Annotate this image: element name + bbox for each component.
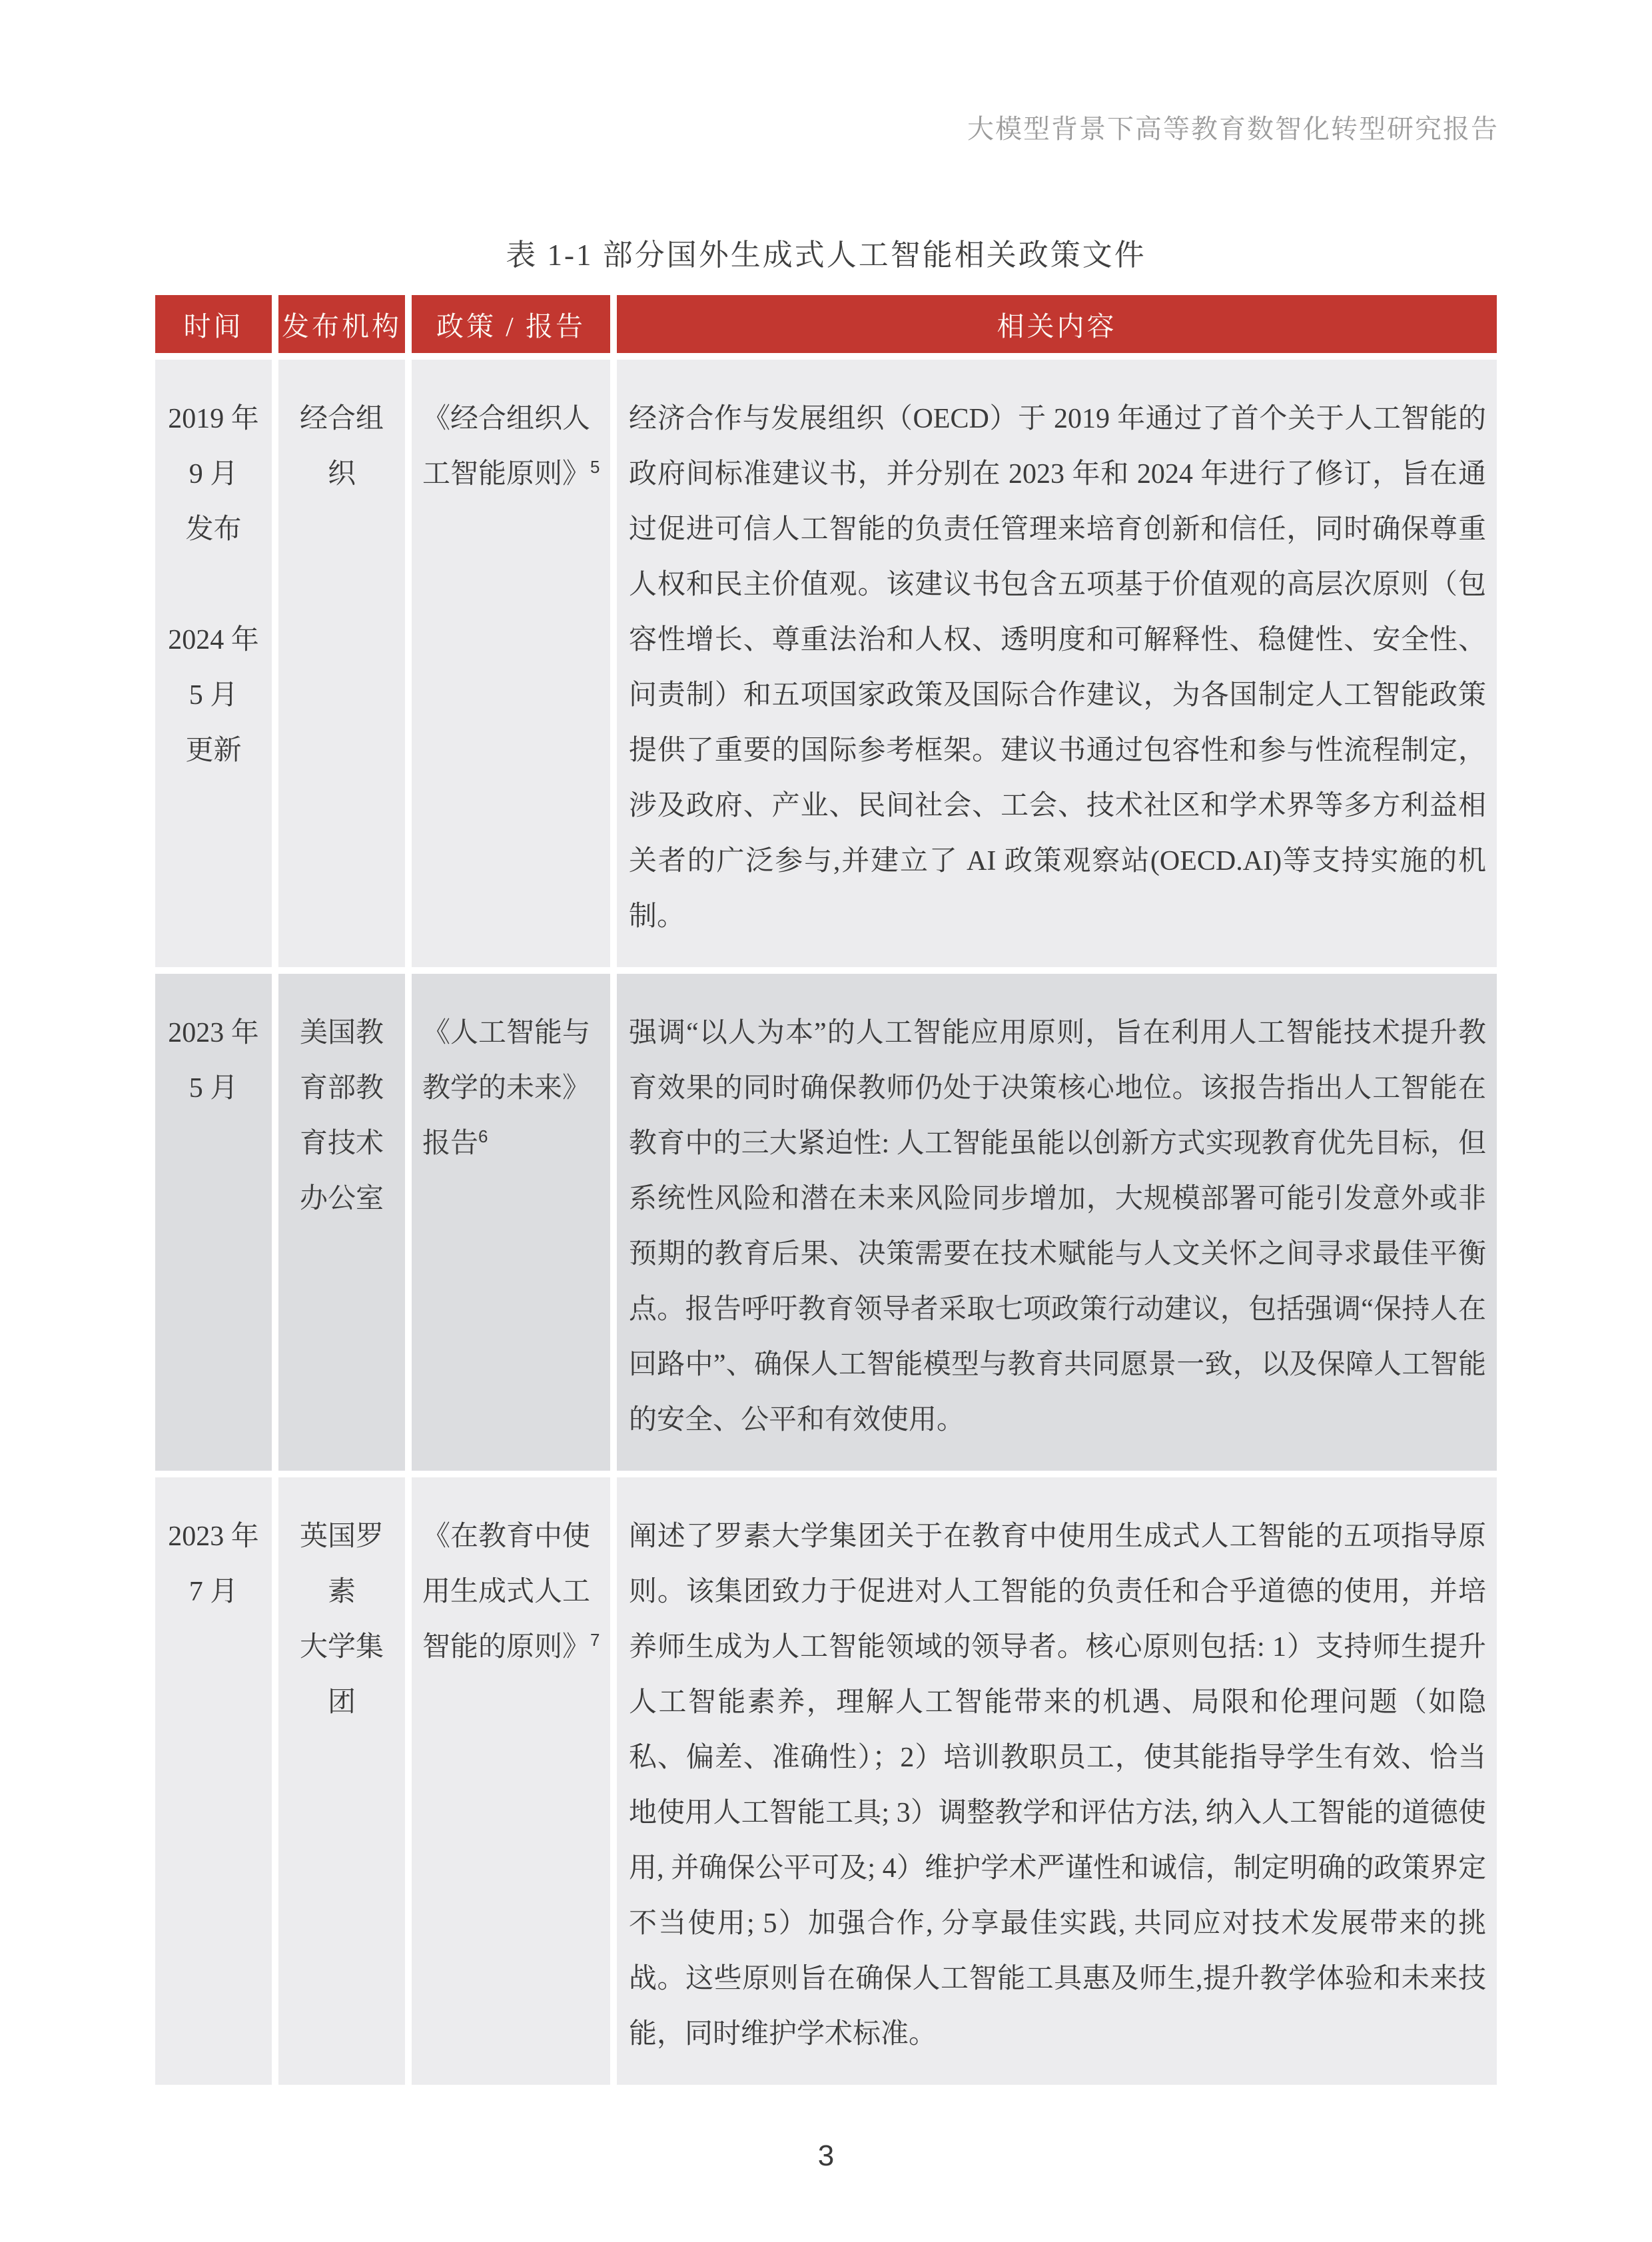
content-text: 阐述了罗素大学集团关于在教育中使用生成式人工智能的五项指导原则。该集团致力于促进对人工智能的负责任和合乎道德的使用，并培养师生成为人工智能领域的领导者。核心原则包括: 1）支持师生提升人工智能素养，理解人工智能带来的机遇、局限和伦理问题（如隐私、偏差、准确性）；2）培训教职员工，使其能指导学生有效、恰当地使用人工智能工具; 3）调整教学和评估方法, 纳入人工智能的道德使用, 并确保公平可及; 4）维护学术严谨性和诚信，制定明确的政策界定不当使用; 5）加强合作, 分享最佳实践, 共同应对技术发展带来的挑战。这些原则旨在确保人工智能工具惠及师生,提升教学体验和未来技能，同时维护学术标准。 bbox=[629, 1521, 1486, 2050]
policy-table bbox=[155, 295, 1497, 2085]
column-header-content: 相关内容 bbox=[617, 295, 1497, 353]
org-line: 经合组织 bbox=[299, 404, 384, 490]
time-line-spacer bbox=[165, 558, 262, 613]
row1-content-cell bbox=[617, 360, 1497, 967]
row2-time-cell bbox=[155, 974, 272, 1471]
time-line: 2019 年 bbox=[168, 404, 259, 434]
row2-policy-cell bbox=[412, 974, 610, 1471]
time-line: 2023 年 bbox=[168, 1521, 259, 1552]
org-line: 育部教 bbox=[299, 1073, 384, 1104]
policy-line: 教学的未来》 bbox=[422, 1073, 591, 1104]
footnote-ref: 6 bbox=[478, 1126, 488, 1146]
time-line: 7 月 bbox=[189, 1577, 238, 1607]
policy-line: 用生成式人工 bbox=[422, 1577, 591, 1607]
time-line: 2023 年 bbox=[168, 1018, 259, 1048]
table-caption: 表 1-1 部分国外生成式人工智能相关政策文件 bbox=[506, 238, 1146, 272]
row3-org-cell bbox=[278, 1477, 405, 2085]
column-header-policy: 政策 / 报告 bbox=[412, 295, 610, 353]
content-text: 强调“以人为本”的人工智能应用原则，旨在利用人工智能技术提升教育效果的同时确保教师仍处于决策核心地位。该报告指出人工智能在教育中的三大紧迫性: 人工智能虽能以创新方式实现教育优先目标，但系统性风险和潜在未来风险同步增加，大规模部署可能引发意外或非预期的教育后果、决策需要在技术赋能与人文关怀之间寻求最佳平衡点。报告呼吁教育领导者采取七项政策行动建议，包括强调“保持人在回路中”、确保人工智能模型与教育共同愿景一致，以及保障人工智能的安全、公平和有效使用。 bbox=[629, 1018, 1486, 1435]
policy-title-end: 报告 bbox=[422, 1128, 479, 1159]
time-line: 5 月 bbox=[189, 680, 238, 711]
footnote-ref: 5 bbox=[590, 457, 600, 477]
row3-content-cell bbox=[617, 1477, 1497, 2085]
policy-line: 《在教育中使 bbox=[422, 1521, 591, 1552]
policy-line bbox=[422, 1620, 604, 1675]
time-line: 5 月 bbox=[189, 1073, 238, 1104]
footnote-ref: 7 bbox=[590, 1630, 600, 1650]
time-line: 2024 年 bbox=[168, 625, 259, 655]
policy-line: 《人工智能与 bbox=[422, 1018, 591, 1048]
running-header: 大模型背景下高等教育数智化转型研究报告 bbox=[967, 115, 1499, 144]
time-line: 更新 bbox=[185, 735, 242, 766]
policy-line bbox=[422, 1116, 604, 1172]
org-line: 美国教 bbox=[299, 1018, 384, 1048]
row1-org-cell bbox=[278, 360, 405, 967]
time-line: 9 月 bbox=[189, 459, 238, 490]
policy-line bbox=[422, 447, 604, 502]
org-line: 办公室 bbox=[299, 1184, 384, 1214]
row1-time-cell bbox=[155, 360, 272, 967]
policy-line: 《经合组织人 bbox=[422, 404, 591, 434]
org-line: 英国罗素 bbox=[299, 1521, 384, 1607]
policy-title-end: 智能的原则》 bbox=[422, 1632, 591, 1663]
row3-time-cell bbox=[155, 1477, 272, 2085]
time-line: 发布 bbox=[185, 514, 242, 545]
column-header-org: 发布机构 bbox=[278, 295, 405, 353]
page-number: 3 bbox=[817, 2139, 835, 2172]
row1-policy-cell bbox=[412, 360, 610, 967]
row2-org-cell bbox=[278, 974, 405, 1471]
org-line: 大学集团 bbox=[299, 1632, 384, 1718]
column-header-time: 时间 bbox=[155, 295, 272, 353]
content-text: 经济合作与发展组织（OECD）于 2019 年通过了首个关于人工智能的政府间标准建议书，并分别在 2023 年和 2024 年进行了修订，旨在通过促进可信人工智能的负责任管理来培育创新和信任，同时确保尊重人权和民主价值观。该建议书包含五项基于价值观的高层次原则（包容性增长、尊重法治和人权、透明度和可解释性、稳健性、安全性、问责制）和五项国家政策及国际合作建议，为各国制定人工智能政策提供了重要的国际参考框架。建议书通过包容性和参与性流程制定，涉及政府、产业、民间社会、工会、技术社区和学术界等多方利益相关者的广泛参与,并建立了 AI 政策观察站(OECD.AI)等支持实施的机制。 bbox=[629, 404, 1486, 932]
row2-content-cell bbox=[617, 974, 1497, 1471]
row3-policy-cell bbox=[412, 1477, 610, 2085]
policy-title-end: 工智能原则》 bbox=[422, 459, 591, 490]
org-line: 育技术 bbox=[299, 1128, 384, 1159]
